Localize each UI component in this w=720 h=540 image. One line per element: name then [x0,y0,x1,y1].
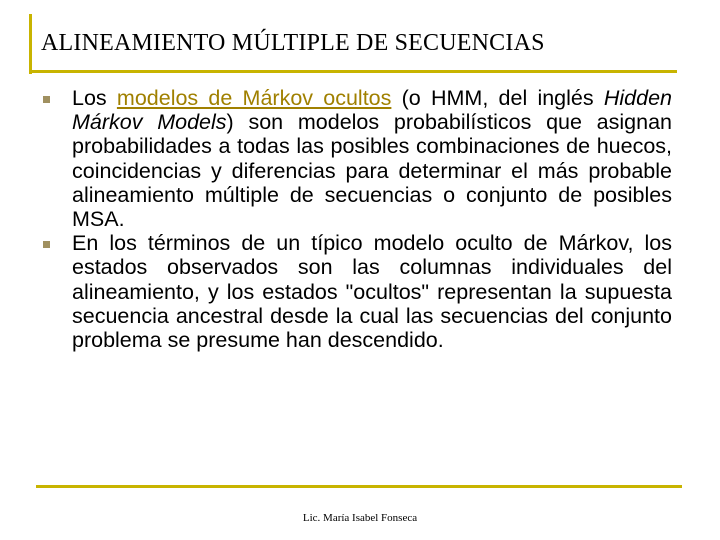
bullet-text-pre: Los [72,86,117,110]
footer-author: Lic. María Isabel Fonseca [302,512,418,524]
title-rule-horizontal [29,70,677,73]
bullet-text-mid: (o HMM, del inglés [391,86,604,110]
square-bullet-icon [43,241,50,248]
bullet-text-post: ) son modelos probabilísticos que asignan probabilidades a todas las posibles combinaciones de huecos, coincidencias y diferencias para determinar el más probable alineamiento múltiple de secuencias o conjunto de posibles MSA. [72,110,672,232]
bullet-list [40,86,672,352]
hmm-link[interactable]: modelos de Márkov ocultos [116,86,392,110]
bullet-item [40,86,672,231]
bullet-item [40,231,672,352]
title-rule-vertical [29,14,32,74]
bullet-text-italic: Hidden Márkov Models [72,86,672,135]
slide-title: ALINEAMIENTO MÚLTIPLE DE SECUENCIAS [41,30,545,56]
footer-rule [36,485,682,488]
bullet-text: En los términos de un típico modelo oculto de Márkov, los estados observados son las columnas individuales del alineamiento, y los estados "ocultos" representan la supuesta secuencia ancestral desde la cual las secuencias del conjunto problema se presume han descendido. [72,231,672,353]
square-bullet-icon [43,96,50,103]
